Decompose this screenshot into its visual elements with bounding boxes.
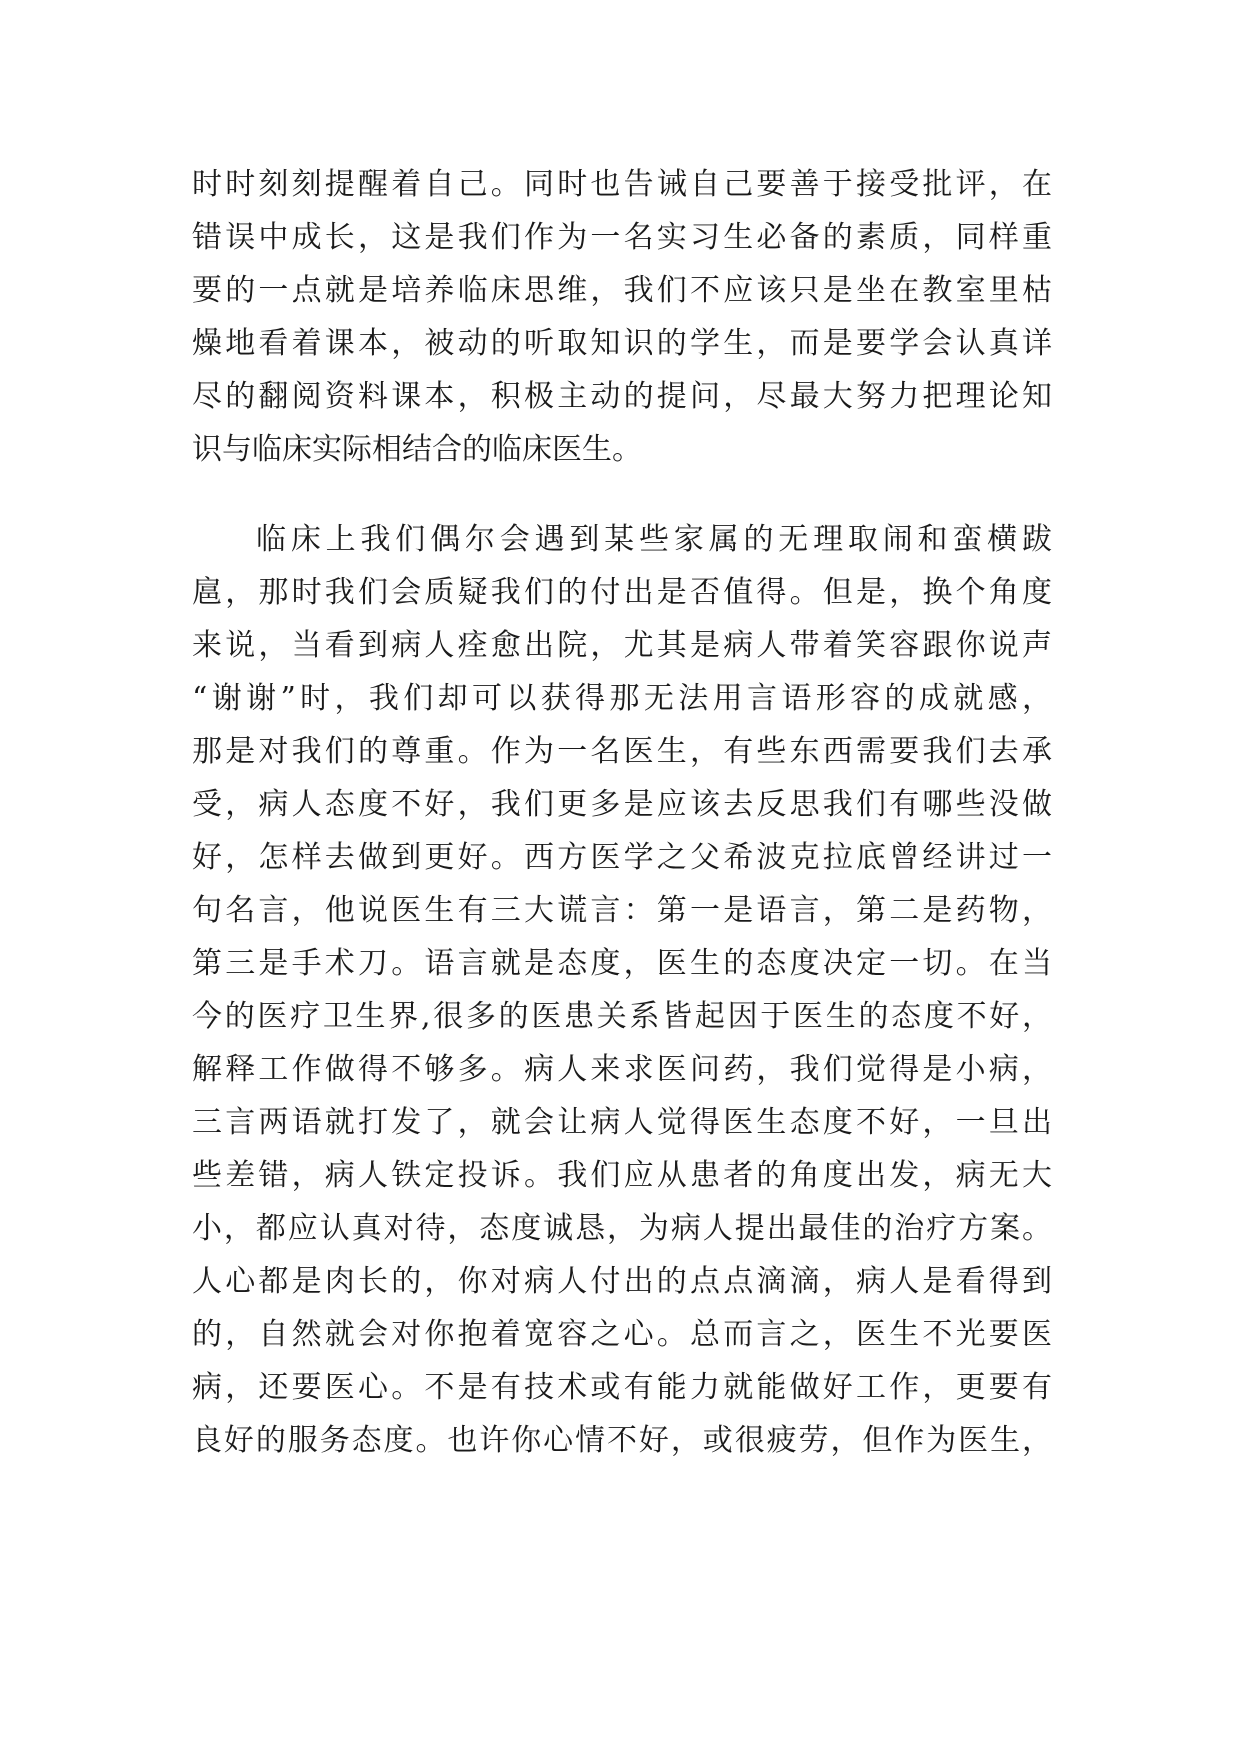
text-line: 错误中成长，这是我们作为一名实习生必备的素质，同样重 [192, 220, 1052, 255]
text-line: 今的医疗卫生界,很多的医患关系皆起因于医生的态度不好， [192, 999, 1052, 1034]
text-line: 燥地看着课本，被动的听取知识的学生，而是要学会认真详 [192, 326, 1052, 361]
text-line: 病，还要医心。不是有技术或有能力就能做好工作，更要有 [192, 1370, 1052, 1405]
paragraph-2 [192, 513, 1052, 1467]
text-line: 受，病人态度不好，我们更多是应该去反思我们有哪些没做 [192, 787, 1052, 822]
text-line: 良好的服务态度。也许你心情不好，或很疲劳，但作为医生， [192, 1423, 1052, 1458]
text-line: 时时刻刻提醒着自己。同时也告诫自己要善于接受批评，在 [192, 167, 1052, 202]
text-line: 的，自然就会对你抱着宽容之心。总而言之，医生不光要医 [192, 1317, 1052, 1352]
text-line: 三言两语就打发了，就会让病人觉得医生态度不好，一旦出 [192, 1105, 1052, 1140]
text-line: 句名言，他说医生有三大谎言：第一是语言，第二是药物， [192, 893, 1052, 928]
text-line: 小，都应认真对待，态度诚恳，为病人提出最佳的治疗方案。 [192, 1211, 1052, 1246]
text-line: “谢谢”时，我们却可以获得那无法用言语形容的成就感， [192, 681, 1052, 716]
text-line: 尽的翻阅资料课本，积极主动的提问，尽最大努力把理论知 [192, 379, 1052, 414]
text-line: 那是对我们的尊重。作为一名医生，有些东西需要我们去承 [192, 734, 1052, 769]
text-line: 些差错，病人铁定投诉。我们应从患者的角度出发，病无大 [192, 1158, 1052, 1193]
text-line: 来说，当看到病人痊愈出院，尤其是病人带着笑容跟你说声 [192, 628, 1052, 663]
text-line: 第三是手术刀。语言就是态度，医生的态度决定一切。在当 [192, 946, 1052, 981]
text-line: 临床上我们偶尔会遇到某些家属的无理取闹和蛮横跋 [256, 522, 1052, 557]
text-line: 解释工作做得不够多。病人来求医问药，我们觉得是小病， [192, 1052, 1052, 1087]
text-line: 好，怎样去做到更好。西方医学之父希波克拉底曾经讲过一 [192, 840, 1052, 875]
text-line: 识与临床实际相结合的临床医生。 [192, 432, 642, 467]
text-line: 要的一点就是培养临床思维，我们不应该只是坐在教室里枯 [192, 273, 1052, 308]
text-line: 扈，那时我们会质疑我们的付出是否值得。但是，换个角度 [192, 575, 1052, 610]
paragraph-1 [192, 158, 1052, 476]
text-line: 人心都是肉长的，你对病人付出的点点滴滴，病人是看得到 [192, 1264, 1052, 1299]
